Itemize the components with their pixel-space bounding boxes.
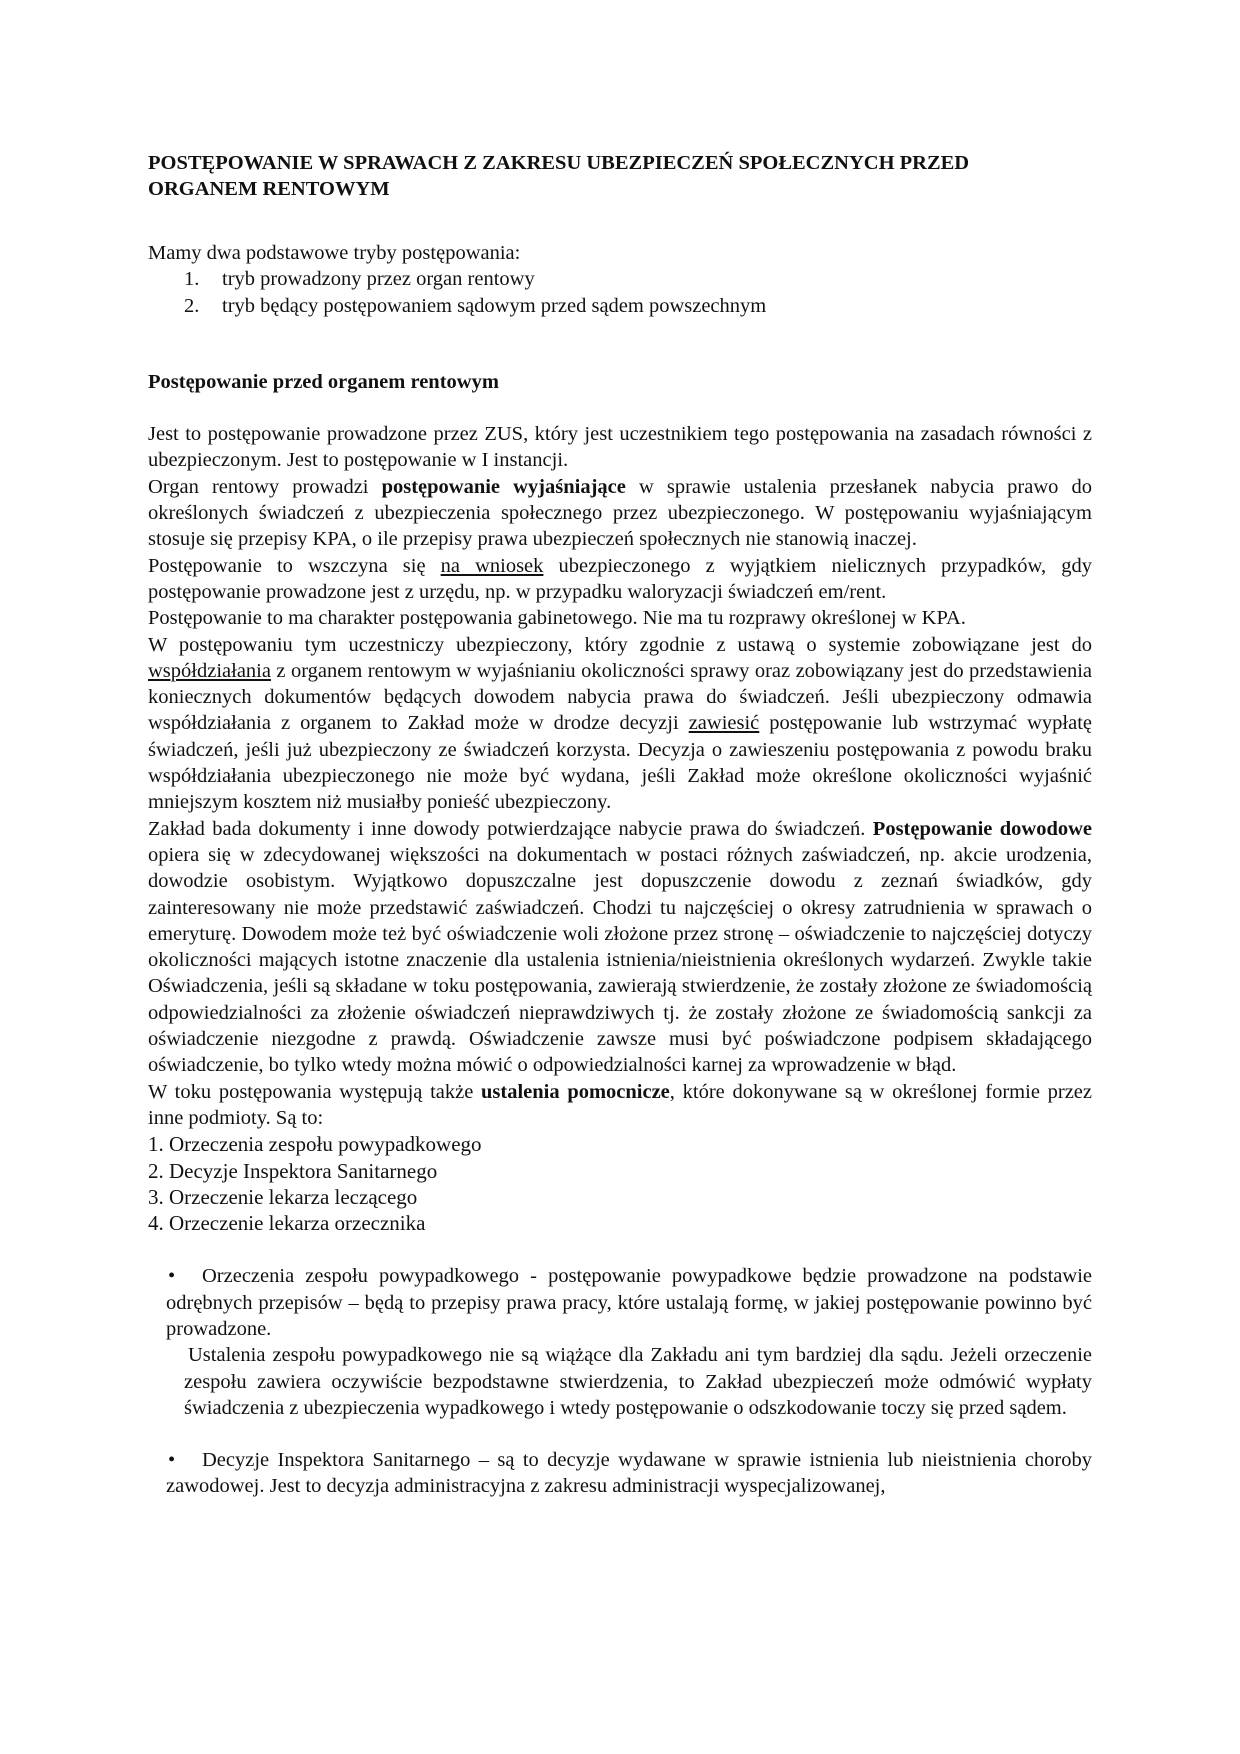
list-item-text: tryb prowadzony przez organ rentowy (222, 268, 535, 291)
list-item: 1. Orzeczenia zespołu powypadkowego (148, 1132, 482, 1157)
underlined-term: na wniosek (440, 554, 544, 577)
bold-term: ustalenia pomocnicze (481, 1080, 670, 1103)
intro-text: Mamy dwa podstawowe tryby postępowania: (148, 242, 521, 264)
text-run: , które dokonywane są w określonej formie przez inne podmioty. Są to: (148, 1080, 1092, 1129)
text-run: Zakład bada dokumenty i inne dowody potwierdzające nabycie prawa do świadczeń. (148, 817, 873, 840)
list-item: 3. Orzeczenie lekarza leczącego (148, 1184, 418, 1209)
text-run: opiera się w zdecydowanej większości na dokumentach w postaci różnych zaświadczeń, np. akcie urodzenia, dowodzie osobistym. Wyjątkowo dopuszczalne jest dopuszczenie dowodu z zeznań świadków, gdy zainteresowany nie może przedstawić zaświadczeń. Chodzi tu najczęściej o okresy zatrudnienia w sprawach o emeryturę. Dowodem może też być oświadczenie woli złożone przez stronę – oświadczenie to najczęściej dotyczy okoliczności mających istotne znaczenie dla ustalenia istnienia/nieistnienia określonych wydarzeń. Zwykle takie Oświadczenia, jeśli są składane w toku postępowania, zawierają stwierdzenie, że zostały złożone ze świadomością odpowiedzialności za złożenie oświadczeń nieprawdziwych tj. że zostały złożone ze świadomością sankcji za oświadczenie niezgodne z prawdą. Oświadczenie zawsze musi być poświadczone podpisem składającego oświadczenie, bo tylko wtedy można mówić o odpowiedzialności karnej za wprowadzenie w błąd. (148, 843, 1092, 1077)
section-body (148, 421, 1092, 1500)
text-run: w sprawie ustalenia przesłanek nabycia prawo do określonych świadczeń z ubezpieczenia społecznego przez ubezpieczonego. W postępowaniu wyjaśniającym stosuje się przepisy KPA, o ile przepisy prawa ubezpieczeń społecznych nie stanowią inaczej. (148, 475, 1093, 551)
list-item (148, 266, 1092, 292)
document-page (148, 130, 1092, 1500)
list-number: 1. (184, 268, 200, 291)
paragraph-4: Postępowanie to ma charakter postępowania gabinetowego. Nie ma tu rozprawy określonej w KPA. (148, 607, 966, 630)
paragraph-5 (148, 632, 1092, 816)
text-run: ubezpieczonego z wyjątkiem nielicznych przypadków, gdy postępowanie prowadzone jest z urzędu, np. w przypadku waloryzacji świadczeń em/rent. (148, 554, 1092, 603)
bold-term: Postępowanie dowodowe (872, 817, 1092, 840)
list-item: 4. Orzeczenie lekarza orzecznika (148, 1211, 426, 1236)
list-number: 2. (184, 294, 200, 317)
list-item: 2. Decyzje Inspektora Sanitarnego (148, 1158, 438, 1183)
text-run: W toku postępowania występują także (148, 1080, 482, 1103)
text-run: postępowanie lub wstrzymać wypłatę świadczeń, jeśli już ubezpieczony ze świadczeń korzysta. Decyzja o zawieszeniu postępowania z powodu braku współdziałania ubezpieczonego nie może być wydana, jeśli Zakład może określone okoliczności wyjaśnić mniejszym kosztem niż musiałby ponieść ubezpieczony. (148, 712, 1093, 814)
text-run: W postępowaniu tym uczestniczy ubezpieczony, który zgodnie z ustawą o systemie zobowiązane jest do (148, 633, 1092, 656)
paragraph-7 (148, 1079, 1092, 1132)
list-item-text: tryb będący postępowaniem sądowym przed sądem powszechnym (222, 294, 767, 317)
bold-term: postępowanie wyjaśniające (381, 475, 626, 498)
underlined-term: współdziałania (148, 659, 271, 682)
bullet-item (148, 1263, 1092, 1421)
underlined-term: zawiesić (688, 712, 760, 735)
text-run: Postępowanie to wszczyna się (148, 554, 441, 577)
section-heading: Postępowanie przed organem rentowym (148, 370, 499, 393)
bullet-paragraph: Decyzje Inspektora Sanitarnego – są to decyzje wydawane w sprawie istnienia lub nieistnienia choroby zawodowej. Jest to decyzja administracyjna z zakresu administracji wyspecjalizowanej, (166, 1449, 1092, 1498)
title-line-1: POSTĘPOWANIE W SPRAWACH Z ZAKRESU UBEZPIECZEŃ SPOŁECZNYCH PRZED (148, 152, 970, 174)
subjects-list (148, 1131, 1092, 1236)
document-title (148, 150, 1092, 202)
bullet-icon: • (168, 1449, 176, 1472)
paragraph-2 (148, 474, 1092, 553)
paragraph-3 (148, 553, 1092, 606)
paragraph-6 (148, 816, 1092, 1079)
bullet-paragraph: Ustalenia zespołu powypadkowego nie są wiążące dla Zakładu ani tym bardziej dla sądu. Jeżeli orzeczenie zespołu zawiera oczywiście bezpodstawne stwierdzenia, to Zakład ubezpieczeń może odmówić wypłaty świadczenia z ubezpieczenia wypadkowego i wtedy postępowanie o odszkodowanie toczy się przed sądem. (184, 1344, 1092, 1419)
list-item (148, 293, 1092, 319)
text-run: z organem rentowym w wyjaśnianiu okoliczności sprawy oraz zobowiązany jest do przedstawienia koniecznych dokumentów będących dowodem nabycia prawa do świadczeń. Jeśli ubezpieczony odmawia współdziałania z organem to Zakład może w drodze decyzji (148, 659, 1092, 735)
paragraph-1: Jest to postępowanie prowadzone przez ZUS, który jest uczestnikiem tego postępowania na zasadach równości z ubezpieczonym. Jest to postępowanie w I instancji. (148, 423, 1092, 472)
title-line-2: ORGANEM RENTOWYM (148, 178, 390, 200)
modes-list (148, 266, 1092, 319)
text-run: Organ rentowy prowadzi (148, 475, 382, 498)
bullet-item (148, 1447, 1092, 1500)
bullet-icon: • (168, 1265, 176, 1288)
bullet-paragraph: Orzeczenia zespołu powypadkowego - postępowanie powypadkowe będzie prowadzone na podstawie odrębnych przepisów – będą to przepisy prawa pracy, które ustalają formę, w jakiej postępowanie powinno być prowadzone. (166, 1265, 1092, 1340)
